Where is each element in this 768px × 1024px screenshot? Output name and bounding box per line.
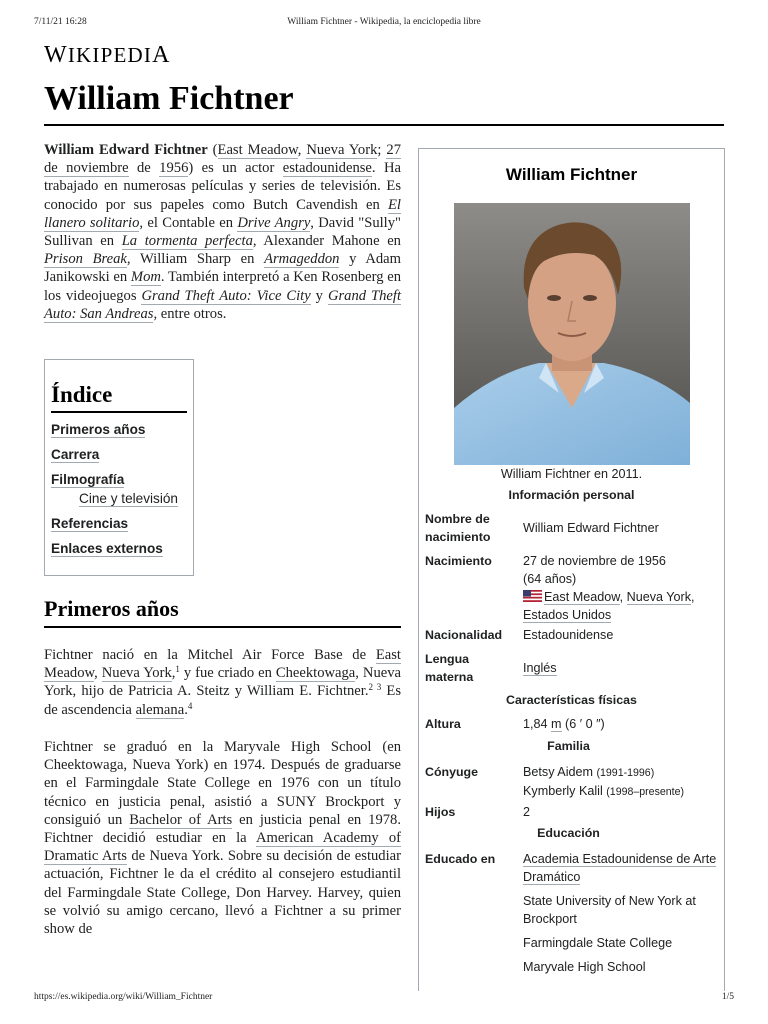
link-nueva-york-2[interactable]: Nueva York xyxy=(101,665,172,682)
spouse-1: Betsy Aidem xyxy=(523,765,593,779)
ref-4[interactable]: 4 xyxy=(187,700,193,711)
label-spouse: Cónyuge xyxy=(425,765,479,779)
wikipedia-wordmark[interactable]: WIKIPEDIA xyxy=(44,42,171,68)
link-nueva-york[interactable]: Nueva York xyxy=(306,142,378,158)
label-nationality: Nacionalidad xyxy=(425,628,503,642)
link-estadounidense[interactable]: estadounidense xyxy=(282,160,372,177)
infobox-section-personal: Información personal xyxy=(508,488,635,502)
toc-item-filmografia[interactable]: Filmografía xyxy=(51,472,125,487)
label-native-language: Lengua materna xyxy=(425,652,474,684)
toc-item-carrera[interactable]: Carrera xyxy=(51,447,100,462)
link-1956[interactable]: 1956 xyxy=(159,160,189,177)
link-alemana[interactable]: alemana xyxy=(135,701,185,718)
ref-1[interactable]: 1 xyxy=(175,664,180,675)
link-east-meadow[interactable]: East Meadow xyxy=(217,142,298,158)
portrait-photo[interactable] xyxy=(454,203,690,465)
label-birth-name: Nombre de nacimiento xyxy=(425,512,491,544)
link-ingles[interactable]: Inglés xyxy=(523,661,557,675)
edu-maryvale: Maryvale High School xyxy=(523,960,646,974)
edu-farmingdale: Farmingdale State College xyxy=(523,936,673,950)
ref-2-3[interactable]: 2 3 xyxy=(368,682,382,693)
link-gta-san-andreas[interactable]: Grand Theft Auto: San Andreas xyxy=(44,287,402,322)
link-american-academy[interactable]: American Academy of Dramatic Arts xyxy=(44,830,401,865)
value-educated-at xyxy=(523,850,719,976)
spouse-2: Kymberly Kalil xyxy=(523,784,603,798)
label-children: Hijos xyxy=(425,805,456,819)
print-datetime: 7/11/21 16:28 xyxy=(34,17,87,27)
birth-age: (64 años) xyxy=(523,572,577,586)
label-educated-at: Educado en xyxy=(425,852,496,866)
section-divider xyxy=(44,626,401,628)
lead-paragraph: William Edward Fichtner (East Meadow, Nueva York; 27 de noviembre de 1956) es un actor estadounidense. Ha trabajado en numerosas películas y series de televisión. Es conocido por sus papeles como Butch Cavendish en El llanero solitario, el Contable en Drive Angry, David "Sully" Sullivan en La tormenta perfecta, Alexander Mahone en Prison Break, William Sharp en Armageddon y Adam Janikowski en Mom. También interpretó a Ken Rosenberg en los videojuegos Grand Theft Auto: Vice City y Grand Theft Auto: San Andreas, entre otros. xyxy=(44,142,402,322)
value-nationality: Estadounidense xyxy=(523,628,614,642)
print-footer xyxy=(0,992,768,1006)
value-native-language xyxy=(523,659,719,677)
infobox-section-family: Familia xyxy=(547,739,590,753)
subject-name: William Edward Fichtner xyxy=(44,142,208,158)
label-birth: Nacimiento xyxy=(425,554,492,568)
birth-place: East Meadow, Nueva York, xyxy=(523,588,719,606)
value-birth-name: William Edward Fichtner xyxy=(523,521,659,535)
portrait-illustration xyxy=(454,203,690,465)
link-drive-angry[interactable]: Drive Angry xyxy=(237,214,311,231)
print-page-number: 1/5 xyxy=(721,992,734,1002)
paragraph-early-life-1: Fichtner nació en la Mitchel Air Force Base de East Meadow, Nueva York,$^1$ y fue criado en Cheektowaga, Nueva York, hijo de Patricia A. Steitz y William E. Fichtner.$^{2 3}$ Es de ascendencia alemana.$^4$ xyxy=(44,647,401,718)
label-height: Altura xyxy=(425,717,461,731)
paragraph-early-life-2: Fichtner se graduó en la Maryvale High School (en Cheektowaga, Nueva York) en 1974. Después de graduarse en el Farmingdale State College en 1976 con un título técnico en justicia penal, asistió a SUNY Brockport y consiguió un Bachelor of Arts en justicia penal en 1978. Fichtner decidió estudiar en la American Academy of Dramatic Arts de Nueva York. Sobre su decisión de estudiar actuación, Fichtner le da el crédito al consejero estudiantil del Farmingdale State College, Don Harvey. Harvey, quien se volvió su amigo cercano, llevó a Fichtner a su primer show de xyxy=(44,739,401,938)
value-children: 2 xyxy=(523,805,531,819)
link-birth-east-meadow[interactable]: East Meadow xyxy=(544,590,620,604)
toc-item-primeros-anos[interactable]: Primeros años xyxy=(51,422,146,437)
toc-item-enlaces-externos[interactable]: Enlaces externos xyxy=(51,541,163,556)
value-height: 1,84 m (6 ′ 0 ″) xyxy=(523,717,605,731)
toc-title: Índice xyxy=(51,382,187,413)
infobox-section-education: Educación xyxy=(537,826,600,840)
link-metre[interactable]: m xyxy=(551,717,562,731)
link-academia-estadounidense[interactable]: Academia Estadounidense de Arte Dramático xyxy=(523,852,717,884)
print-doc-title: William Fichtner - Wikipedia, la enciclopedia libre xyxy=(287,17,481,27)
toc-item-cine-y-television[interactable]: Cine y televisión xyxy=(79,491,178,506)
title-divider xyxy=(44,124,724,126)
link-birth-nueva-york[interactable]: Nueva York xyxy=(626,590,692,604)
link-east-meadow-2[interactable]: East Meadow xyxy=(44,647,401,682)
infobox-title: William Fichtner xyxy=(505,165,638,184)
link-la-tormenta-perfecta[interactable]: La tormenta perfecta xyxy=(121,233,253,250)
link-cheektowaga[interactable]: Cheektowaga xyxy=(275,665,356,682)
value-spouse: Betsy Aidem (1991-1996) Kymberly Kalil (1998–presente) xyxy=(523,765,685,798)
value-birth xyxy=(523,552,719,624)
infobox xyxy=(418,148,725,991)
link-gta-vice-city[interactable]: Grand Theft Auto: Vice City xyxy=(141,287,311,304)
table-of-contents xyxy=(44,359,194,576)
link-armageddon[interactable]: Armageddon xyxy=(264,251,340,268)
print-header xyxy=(0,17,768,31)
link-mom[interactable]: Mom xyxy=(130,269,161,286)
section-heading-primeros-anos: Primeros años xyxy=(44,596,179,621)
link-el-llanero-solitario[interactable]: El llanero solitario xyxy=(44,196,401,231)
toc-item-referencias[interactable]: Referencias xyxy=(51,516,129,531)
page-title: William Fichtner xyxy=(44,80,294,117)
link-bachelor-of-arts[interactable]: Bachelor of Arts xyxy=(129,811,233,828)
photo-caption: William Fichtner en 2011. xyxy=(500,467,643,481)
birth-date: 27 de noviembre de 1956 xyxy=(523,554,666,568)
link-27-noviembre[interactable]: 27 de noviembre xyxy=(44,142,401,177)
edu-suny-brockport: State University of New York at Brockport xyxy=(523,894,696,926)
print-url: https://es.wikipedia.org/wiki/William_Fichtner xyxy=(34,992,213,1002)
us-flag-icon xyxy=(523,590,542,602)
link-estados-unidos[interactable]: Estados Unidos xyxy=(523,608,612,622)
link-prison-break[interactable]: Prison Break xyxy=(44,251,127,268)
infobox-section-physical: Características físicas xyxy=(506,693,637,707)
toc-list xyxy=(51,422,187,557)
